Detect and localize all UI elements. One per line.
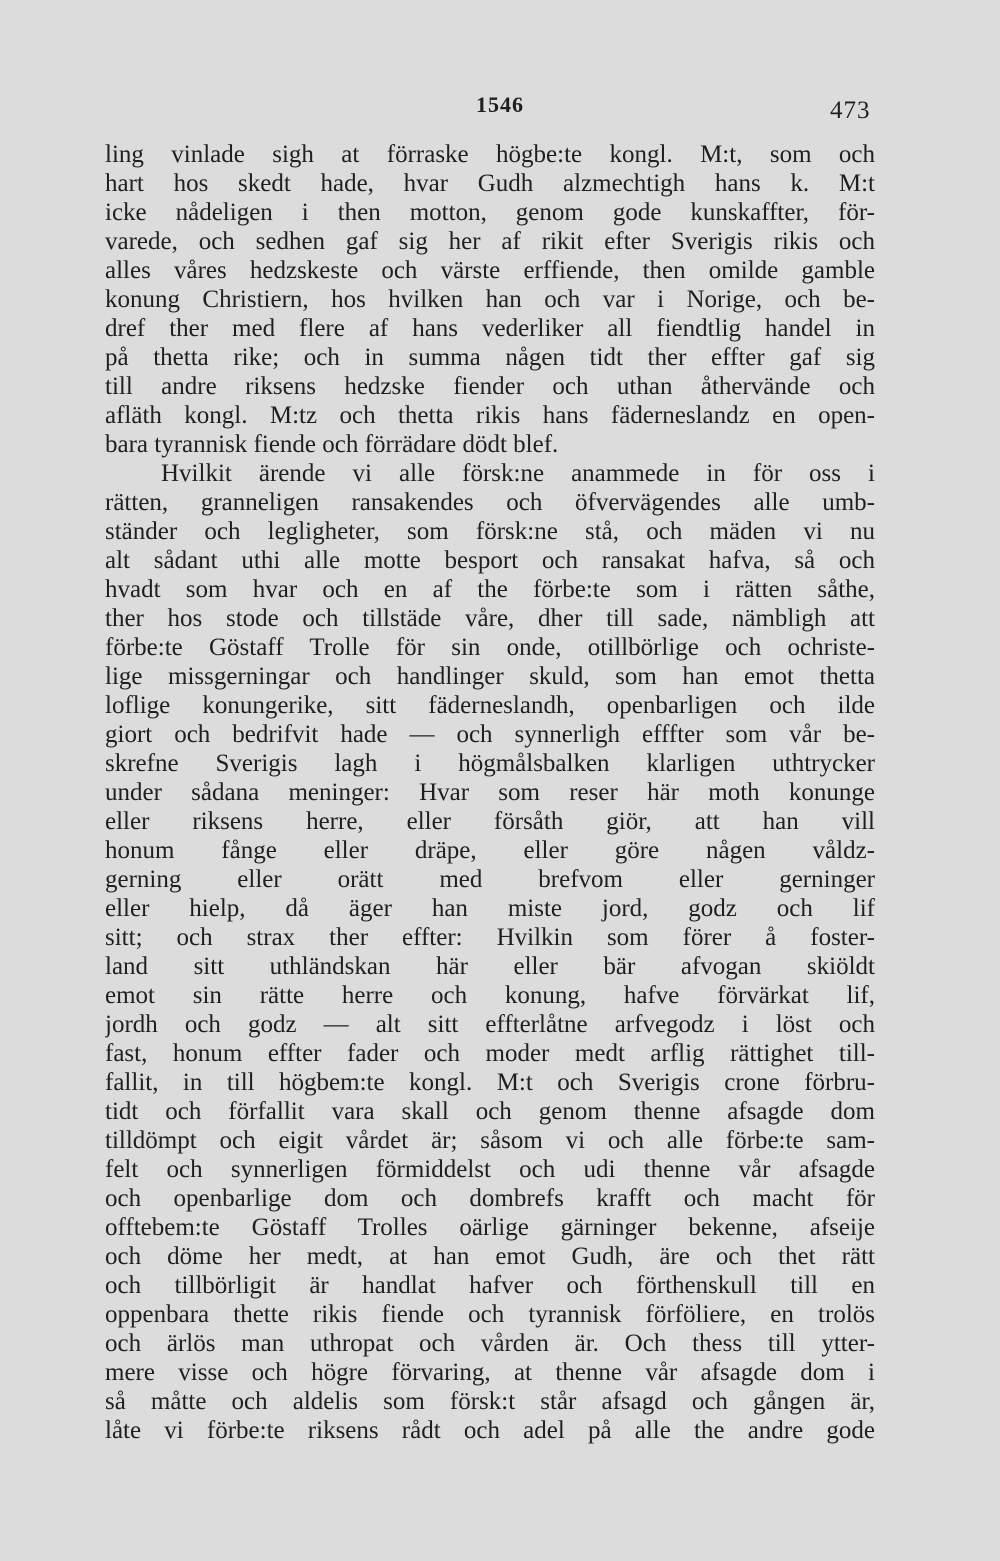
text-line: tilldömpt och eigit vårdet är; såsom vi och alle förbe:te sam- (105, 1127, 875, 1154)
text-line: honum fånge eller dräpe, eller göre någen våldz- (105, 837, 875, 864)
text-line: rätten, granneligen ransakendes och öfvervägendes alle umb- (105, 489, 875, 516)
page-number: 473 (830, 97, 871, 124)
text-line: till andre riksens hedzske fiender och uthan åthervände och (105, 373, 875, 400)
text-line: jordh och godz — alt sitt effterlåtne arfvegodz i löst och (105, 1011, 875, 1038)
text-line: konung Christiern, hos hvilken han och var i Norige, och be- (105, 286, 875, 313)
text-line: alles våres hedzskeste och värste erffiende, then omilde gamble (105, 257, 875, 284)
text-line: låte vi förbe:te riksens rådt och adel på alle the andre gode (105, 1417, 875, 1444)
text-line: hvadt som hvar och en af the förbe:te som i rätten såthe, (105, 576, 875, 603)
text-line: och tillbörligit är handlat hafver och förthenskull till en (105, 1272, 875, 1299)
text-line: varede, och sedhen gaf sig her af rikit efter Sverigis rikis och (105, 228, 875, 255)
text-line: icke nådeligen i then motton, genom gode kunskaffter, för- (105, 199, 875, 226)
text-line: ständer och legligheter, som försk:ne stå, och mäden vi nu (105, 518, 875, 545)
text-line: land sitt uthländskan här eller bär afvogan skiöldt (105, 953, 875, 980)
text-line: sitt; och strax ther effter: Hvilkin som förer å foster- (105, 924, 875, 951)
text-line: gerning eller orätt med brefvom eller gerninger (105, 866, 875, 893)
text-line: ther hos stode och tillstäde våre, dher till sade, nämbligh att (105, 605, 875, 632)
text-line: oppenbara thette rikis fiende och tyrannisk förföliere, en trolös (105, 1301, 875, 1328)
text-line: och ärlös man uthropat och vården är. Och thess till ytter- (105, 1330, 875, 1357)
text-line: och openbarlige dom och dombrefs krafft och macht för (105, 1185, 875, 1212)
text-line: lige missgerningar och handlinger skuld, som han emot thetta (105, 663, 875, 690)
text-line: felt och synnerligen förmiddelst och udi thenne vår afsagde (105, 1156, 875, 1183)
text-line: eller riksens herre, eller försåth giör, att han vill (105, 808, 875, 835)
text-line: bara tyrannisk fiende och förrädare dödt blef. (105, 431, 559, 458)
text-line: fast, honum effter fader och moder medt arflig rättighet till- (105, 1040, 875, 1067)
text-line: tidt och förfallit vara skall och genom thenne afsagde dom (105, 1098, 875, 1125)
text-line: offtebem:te Göstaff Trolles oärlige gärninger bekenne, afseije (105, 1214, 875, 1241)
text-line: alt sådant uthi alle motte besport och ransakat hafva, så och (105, 547, 875, 574)
text-line: Hvilkit ärende vi alle försk:ne anammede in för oss i (161, 460, 875, 487)
text-line: på thetta rike; och in summa någen tidt ther effter gaf sig (105, 344, 875, 371)
body-text (105, 140, 875, 1445)
text-line: eller hielp, då äger han miste jord, godz och lif (105, 895, 875, 922)
text-line: skrefne Sverigis lagh i högmålsbalken klarligen uthtrycker (105, 750, 875, 777)
text-line: dref ther med flere af hans vederliker all fiendtlig handel in (105, 315, 875, 342)
text-line: mere visse och högre förvaring, at thenne vår afsagde dom i (105, 1359, 875, 1386)
text-line: och döme her medt, at han emot Gudh, äre och thet rätt (105, 1243, 875, 1270)
text-line: giort och bedrifvit hade — och synnerligh efffter som vår be- (105, 721, 875, 748)
text-line: emot sin rätte herre och konung, hafve förvärkat lif, (105, 982, 875, 1009)
text-line: så måtte och aldelis som försk:t står afsagd och gången är, (105, 1388, 875, 1415)
text-line: under sådana meninger: Hvar som reser här moth konunge (105, 779, 875, 806)
text-line: afläth kongl. M:tz och thetta rikis hans fäderneslandz en open- (105, 402, 875, 429)
text-line: förbe:te Göstaff Trolle för sin onde, otillbörlige och ochriste- (105, 634, 875, 661)
text-line: ling vinlade sigh at förraske högbe:te kongl. M:t, som och (105, 141, 875, 168)
text-line: loflige konungerike, sitt fäderneslandh, openbarligen och ilde (105, 692, 875, 719)
running-head-year: 1546 (476, 92, 524, 117)
text-line: hart hos skedt hade, hvar Gudh alzmechtigh hans k. M:t (105, 170, 875, 197)
text-line: fallit, in till högbem:te kongl. M:t och Sverigis crone förbru- (105, 1069, 875, 1096)
